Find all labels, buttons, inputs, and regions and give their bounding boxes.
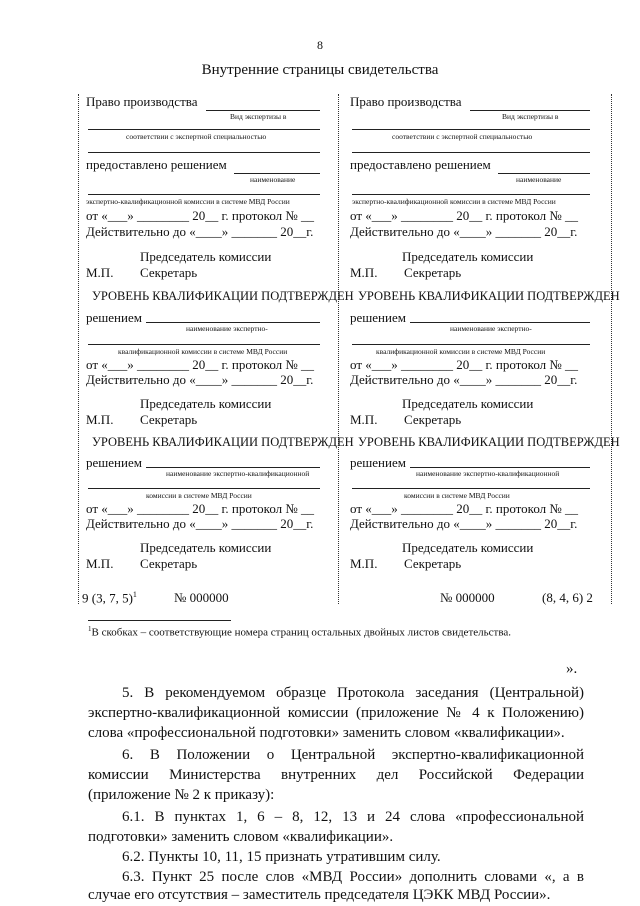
chairman-label: Председатель комиссии <box>140 249 272 264</box>
fill-line <box>146 467 320 468</box>
certificate-panel-left <box>78 94 354 610</box>
closing-quote: ». <box>566 661 578 677</box>
fill-line <box>88 488 320 489</box>
date-protocol-line: от «___» ________ 20__ г. протокол № __ <box>350 208 579 223</box>
caption-line-b: квалификационной комиссии в системе МВД России <box>376 347 546 356</box>
mp-label: М.П. <box>86 412 114 427</box>
document-title: Внутренние страницы свидетельства <box>201 62 439 78</box>
resheniem-label: решением <box>86 310 142 325</box>
paragraph-6-line-3: (приложение № 2 к приказу): <box>88 787 275 803</box>
chairman-label: Председатель комиссии <box>402 249 534 264</box>
date-protocol-line: от «___» ________ 20__ г. протокол № __ <box>350 501 579 516</box>
date-protocol-line: от «___» ________ 20__ г. протокол № __ <box>350 357 579 372</box>
fill-line <box>88 344 320 345</box>
paragraph-5-line-1: 5. В рекомендуемом образце Протокола заседания (Центральной) <box>122 685 584 701</box>
paragraph-6-1-line-1: 6.1. В пунктах 1, 6 – 8, 12, 13 и 24 слова «профессиональной <box>122 809 584 825</box>
uroven-heading: УРОВЕНЬ КВАЛИФИКАЦИИ ПОДТВЕРЖДЕН <box>92 289 354 303</box>
valid-until-line: Действительно до «____» _______ 20__г. <box>350 224 578 239</box>
left-page-numbers <box>82 590 137 606</box>
fill-line <box>352 129 590 130</box>
secretary-label: Секретарь <box>404 412 462 427</box>
komissia-caption: экспертно-квалификационной комиссии в системе МВД России <box>86 197 290 206</box>
resheniem-label: решением <box>86 455 142 470</box>
secretary-label: Секретарь <box>140 265 198 280</box>
caption-line-a: наименование экспертно- <box>186 324 268 333</box>
date-protocol-line: от «___» ________ 20__ г. протокол № __ <box>86 501 315 516</box>
footnote-separator <box>88 620 231 621</box>
fill-line <box>352 344 590 345</box>
certificate-panel-right <box>338 94 620 610</box>
caption-line-a: наименование экспертно- <box>450 324 532 333</box>
resheniem-label: решением <box>350 455 406 470</box>
right-page-numbers: (8, 4, 6) 2 <box>542 590 593 605</box>
fill-line <box>352 194 590 195</box>
left-certificate-number: № 000000 <box>174 590 229 605</box>
valid-until-line: Действительно до «____» _______ 20__г. <box>350 516 578 531</box>
naimenovanie-caption: наименование <box>516 175 562 184</box>
mp-label: М.П. <box>350 265 378 280</box>
valid-until-line: Действительно до «____» _______ 20__г. <box>86 372 314 387</box>
fill-line <box>88 129 320 130</box>
predostavleno-label: предоставлено решением <box>86 157 227 172</box>
mp-label: М.П. <box>86 556 114 571</box>
uroven-heading: УРОВЕНЬ КВАЛИФИКАЦИИ ПОДТВЕРЖДЕН <box>92 435 354 449</box>
paragraph-6-2: 6.2. Пункты 10, 11, 15 признать утратившим силу. <box>122 849 441 865</box>
resheniem-label: решением <box>350 310 406 325</box>
valid-until-line: Действительно до «____» _______ 20__г. <box>86 224 314 239</box>
caption-line-b: комиссии в системе МВД России <box>404 491 510 500</box>
fill-line <box>410 467 590 468</box>
secretary-label: Секретарь <box>140 556 198 571</box>
fill-line <box>206 110 320 111</box>
right-dotted-border <box>611 94 612 604</box>
secretary-label: Секретарь <box>140 412 198 427</box>
paragraph-6-3-line-2: случае его отсутствия – заместитель председателя ЦЭКК МВД России». <box>88 887 551 903</box>
valid-until-line: Действительно до «____» _______ 20__г. <box>86 516 314 531</box>
secretary-label: Секретарь <box>404 265 462 280</box>
right-certificate-number: № 000000 <box>440 590 495 605</box>
uroven-heading: УРОВЕНЬ КВАЛИФИКАЦИИ ПОДТВЕРЖДЕН <box>358 435 620 449</box>
fill-line <box>88 152 320 153</box>
vid-caption: Вид экспертизы в <box>230 112 287 121</box>
date-protocol-line: от «___» ________ 20__ г. протокол № __ <box>86 357 315 372</box>
chairman-label: Председатель комиссии <box>402 396 534 411</box>
left-pages-text: 9 (3, 7, 5) <box>82 590 133 606</box>
fill-line <box>352 152 590 153</box>
caption-line-b: комиссии в системе МВД России <box>146 491 252 500</box>
chairman-label: Председатель комиссии <box>140 540 272 555</box>
fill-line <box>498 173 590 174</box>
footnote-ref: 1 <box>132 590 137 599</box>
paragraph-5-line-3: слова «профессиональной подготовки» заменить словом «квалификации». <box>88 725 565 741</box>
secretary-label: Секретарь <box>404 556 462 571</box>
paragraph-6-line-2: комиссии Министерства внутренних дел Российской Федерации <box>88 767 584 783</box>
naimenovanie-caption: наименование <box>250 175 296 184</box>
fill-line <box>234 173 320 174</box>
date-protocol-line: от «___» ________ 20__ г. протокол № __ <box>86 208 315 223</box>
paragraph-5-line-2: экспертно-квалификационной комиссии (приложение № 4 к Положению) <box>88 705 584 721</box>
page-number: 8 <box>317 38 323 52</box>
mp-label: М.П. <box>86 265 114 280</box>
paragraph-6-line-1: 6. В Положении о Центральной экспертно-квалификационной <box>122 747 584 763</box>
valid-until-line: Действительно до «____» _______ 20__г. <box>350 372 578 387</box>
footnote-mark: 1 <box>88 625 92 633</box>
chairman-label: Председатель комиссии <box>140 396 272 411</box>
caption-line-a: наименование экспертно-квалификационной <box>166 469 310 478</box>
fill-line <box>470 110 590 111</box>
caption-line-b: квалификационной комиссии в системе МВД России <box>118 347 288 356</box>
sootvetstvii-caption: соответствии с экспертной специальностью <box>126 132 267 141</box>
caption-line-a: наименование экспертно-квалификационной <box>416 469 560 478</box>
vid-caption: Вид экспертизы в <box>502 112 559 121</box>
predostavleno-label: предоставлено решением <box>350 157 491 172</box>
mp-label: М.П. <box>350 556 378 571</box>
footnote-text: В скобках – соответствующие номера страниц остальных двойных листов свидетельства. <box>91 626 512 639</box>
uroven-heading: УРОВЕНЬ КВАЛИФИКАЦИИ ПОДТВЕРЖДЕН <box>358 289 620 303</box>
paragraph-6-3-line-1: 6.3. Пункт 25 после слов «МВД России» дополнить словами «, а в <box>122 869 584 885</box>
mp-label: М.П. <box>350 412 378 427</box>
footnote <box>88 625 511 639</box>
pravo-label: Право производства <box>350 94 462 109</box>
sootvetstvii-caption: соответствии с экспертной специальностью <box>392 132 533 141</box>
komissia-caption: экспертно-квалификационной комиссии в системе МВД России <box>352 197 556 206</box>
chairman-label: Председатель комиссии <box>402 540 534 555</box>
fill-line <box>352 488 590 489</box>
fill-line <box>146 322 320 323</box>
paragraph-6-1-line-2: подготовки» заменить словом «квалификации». <box>88 829 394 845</box>
fill-line <box>88 194 320 195</box>
pravo-label: Право производства <box>86 94 198 109</box>
fill-line <box>410 322 590 323</box>
